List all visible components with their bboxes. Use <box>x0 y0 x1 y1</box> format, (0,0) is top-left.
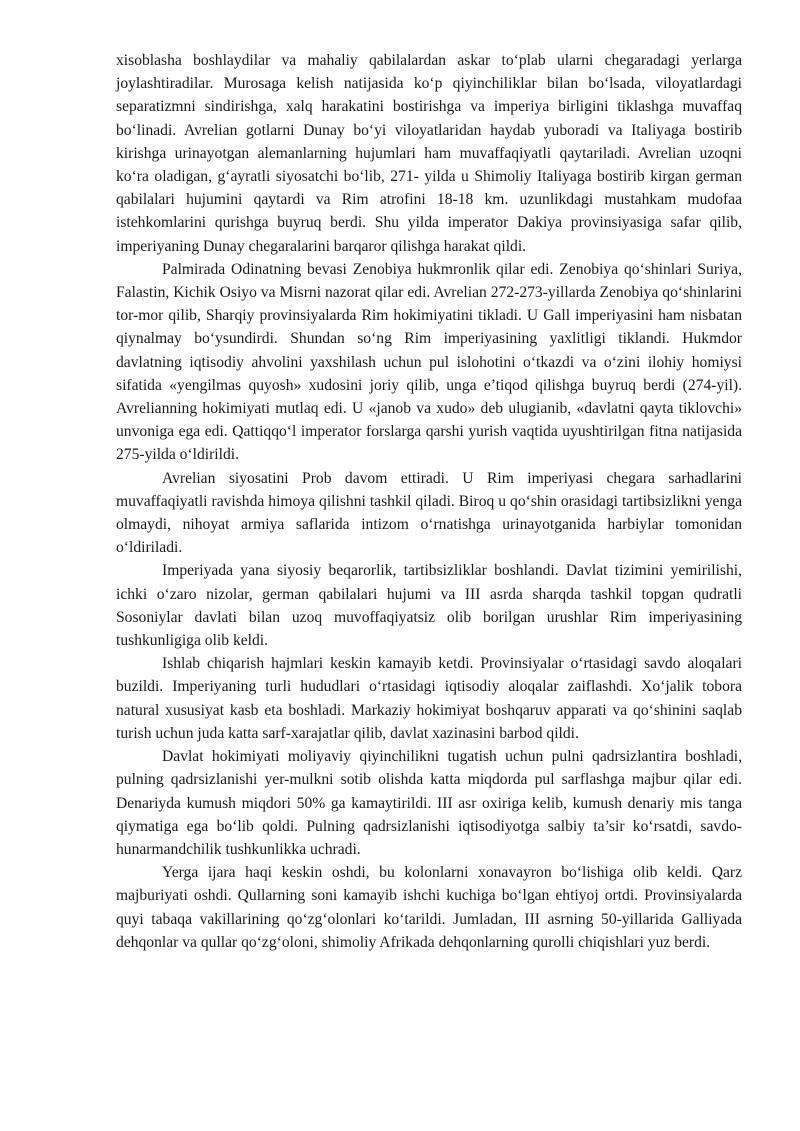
paragraph-rent: Yerga ijara haqi keskin oshdi, bu kolonlarni xonavayron bo‘lishiga olib keldi. Qarz majburiyati oshdi. Qullarning soni kamayib ishchi kuchiga bo‘lgan ehtiyoj ortdi. Provinsiyalarda quyi tabaqa vakillarining qo‘zg‘olonlari ko‘tarildi. Jumladan, III asrning 50-yillarida Galliyada dehqonlar va qullar qo‘zg‘oloni, shimoliy Afrikada dehqonlarning qurolli chiqishlari yuz berdi. <box>116 864 742 951</box>
paragraph-palmira: Palmirada Odinatning bevasi Zenobiya hukmronlik qilar edi. Zenobiya qo‘shinlari Suriya, Falastin, Kichik Osiyo va Misrni nazorat qilar edi. Avrelian 272-273-yillarda Zenobiya qo‘shinlarini tor-mor qilib, Sharqiy provinsiyalarda Rim hokimiyatini tikladi. U Gall imperiyasini ham nisbatan qiynalmay bo‘ysundirdi. Shundan so‘ng Rim imperiyasining yaxlitligi tiklandi. Hukmdor davlatning iqtisodiy ahvolini yaxshilash uchun pul islohotini o‘tkazdi va o‘zini ilohiy homiysi sifatida «yengilmas quyosh» xudosini joriy qilib, unga e’tiqod qilishga buyruq berdi (274-yil). Avrelianning hokimiyati mutlaq edi. U «janob va xudo» deb ulugianib, «davlatni qayta tiklovchi» unvoniga ega edi. Qattiqqo‘l imperator forslarga qarshi yurish vaqtida uyushtirilgan fitna natijasida 275-yilda o‘ldirildi. <box>116 260 742 464</box>
paragraph-prob: Avrelian siyosatini Prob davom ettiradi. U Rim imperiyasi chegara sarhadlarini muvaffaqiyatli ravishda himoya qilishni tashkil qiladi. Biroq u qo‘shin orasidagi tartibsizlikni yenga olmaydi, nihoyat armiya saflarida intizom o‘rnatishga urinayotganida harbiylar tomonidan o‘ldiriladi. <box>116 469 742 557</box>
paragraph-currency: Davlat hokimiyati moliyaviy qiyinchilikni tugatish uchun pulni qadrsizlantira boshladi, pulning qadrsizlanishi yer-mulkni sotib olishda katta miqdorda pul sarflashga majbur qilar edi. Denariyda kumush miqdori 50% ga kamaytirildi. III asr oxiriga kelib, kumush denariy mis tanga qiymatiga ega bo‘lib qoldi. Pulning qadrsizlanishi iqtisodiyotga salbiy ta’sir ko‘rsatdi, savdo- hunarmandchilik tushkunlikka uchradi. <box>116 748 742 858</box>
paragraph-continuation: xisoblasha boshlaydilar va mahaliy qabilalardan askar to‘plab ularni chegaradagi yerlarga joylashtiradilar. Murosaga kelish natijasida ko‘p qiyinchiliklar bilan bo‘lsada, viloyatlardagi separatizmni sindirishga, xalq harakatini bostirishga va imperiya birligini tiklashga muvaffaq bo‘linadi. Avrelian gotlarni Dunay bo‘yi viloyatlaridan haydab yuboradi va Italiyaga bostirib kirishga urinayotgan alemanlarning hujumlari ham muvaffaqiyatli qaytariladi. Avrelian uzoqni ko‘ra oladigan, g‘ayratli siyosatchi bo‘lib, 271- yilda u Shimoliy Italiyaga bostirib kirgan german qabilalari hujumini qaytardi va Rim atrofini 18-18 km. uzunlikdagi mustahkam mudofaa istehkomlarini qurishga buyruq berdi. Shu yilda imperator Dakiya provinsiyasiga safar qilib, imperiyaning Dunay chegaralarini barqaror qilishga harakat qildi. <box>116 52 742 255</box>
paragraph-production: Ishlab chiqarish hajmlari keskin kamayib ketdi. Provinsiyalar o‘rtasidagi savdo aloqalari buzildi. Imperiyaning turli hududlari o‘rtasidagi iqtisodiy aloqalar zaiflashdi. Xo‘jalik tobora natural xususiyat kasb eta boshladi. Markaziy hokimiyat boshqaruv apparati va qo‘shinini saqlab turish uchun juda katta sarf-xarajatlar qilib, davlat xazinasini barbod qildi. <box>116 655 742 742</box>
paragraph-instability: Imperiyada yana siyosiy beqarorlik, tartibsizliklar boshlandi. Davlat tizimini yemirilishi, ichki o‘zaro nizolar, german qabilalari hujumi va III asrda sharqda tashkil topgan qudratli Sosoniylar davlati bilan uzoq muvoffaqiyatsiz olib borilgan urushlar Rim imperiyasining tushkunligiga olib keldi. <box>116 562 742 650</box>
document-page <box>116 49 742 954</box>
